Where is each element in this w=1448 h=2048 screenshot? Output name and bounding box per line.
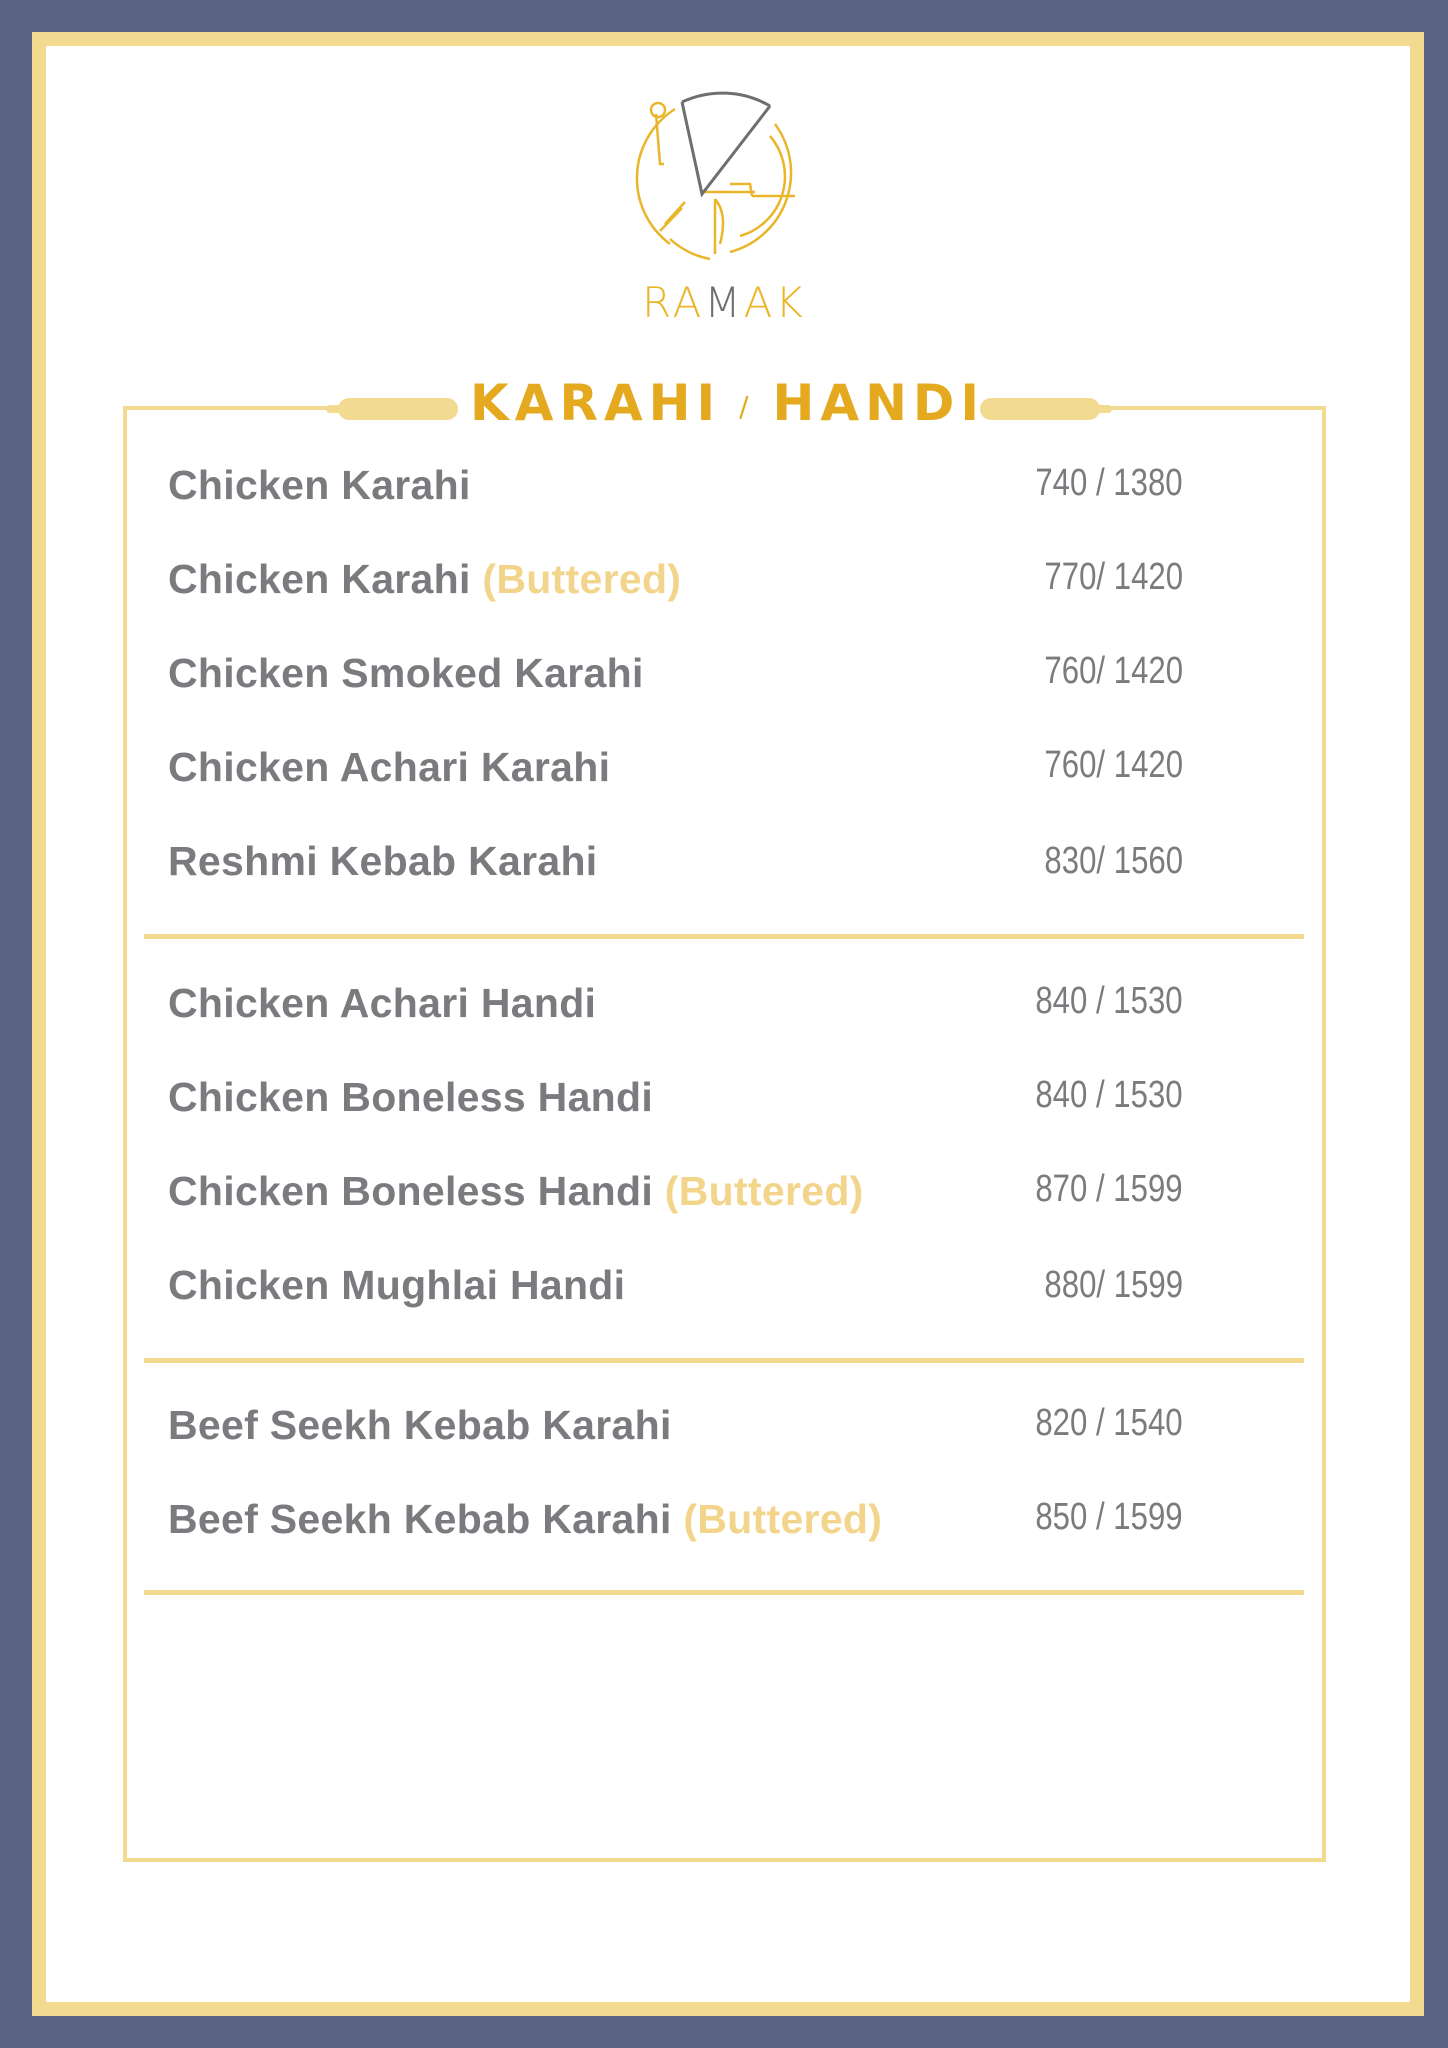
- brand-name: [0, 278, 1448, 327]
- brand-prefix: RA: [642, 278, 705, 327]
- section-title-left: KARAHI: [470, 374, 722, 432]
- group-divider: [144, 934, 1304, 939]
- menu-item-name: [168, 744, 610, 791]
- section-title: [470, 374, 986, 432]
- item-note: (Buttered): [683, 1496, 883, 1542]
- menu-item-price: 760/ 1420: [1044, 650, 1183, 692]
- menu-item-name: [168, 1262, 625, 1309]
- item-note: (Buttered): [664, 1168, 864, 1214]
- menu-item-name: [168, 1496, 882, 1543]
- group-divider: [144, 1358, 1304, 1363]
- menu-item-price: 880/ 1599: [1044, 1264, 1183, 1306]
- brand-middle: M: [704, 278, 744, 327]
- item-name-text: Chicken Mughlai Handi: [168, 1262, 626, 1308]
- brand-suffix: AK: [743, 278, 806, 327]
- menu-item-name: [168, 650, 644, 697]
- item-name-text: Chicken Karahi: [168, 556, 483, 602]
- menu-item-price: 840 / 1530: [1035, 1074, 1183, 1116]
- item-name-text: Chicken Boneless Handi: [168, 1074, 654, 1120]
- menu-item-price: 830/ 1560: [1044, 840, 1183, 882]
- item-name-text: Beef Seekh Kebab Karahi: [168, 1402, 672, 1448]
- group-divider: [144, 1590, 1304, 1595]
- menu-item-name: [168, 556, 681, 603]
- menu-item-price: 850 / 1599: [1035, 1496, 1183, 1538]
- item-name-text: Chicken Achari Handi: [168, 980, 597, 1026]
- ramak-logo-icon: [620, 84, 820, 274]
- section-title-separator: /: [739, 390, 755, 423]
- menu-item-name: [168, 980, 596, 1027]
- menu-item-price: 870 / 1599: [1035, 1168, 1183, 1210]
- menu-item-price: 840 / 1530: [1035, 980, 1183, 1022]
- item-name-text: Chicken Smoked Karahi: [168, 650, 644, 696]
- menu-item-price: 770/ 1420: [1044, 556, 1183, 598]
- menu-box-frame: [123, 406, 1326, 1862]
- item-name-text: Chicken Achari Karahi: [168, 744, 611, 790]
- item-name-text: Chicken Boneless Handi: [168, 1168, 665, 1214]
- section-title-right: HANDI: [772, 374, 986, 432]
- menu-item-price: 740 / 1380: [1035, 462, 1183, 504]
- menu-item-price: 760/ 1420: [1044, 744, 1183, 786]
- menu-item-name: [168, 462, 471, 509]
- menu-item-name: [168, 1074, 653, 1121]
- menu-item-name: [168, 1168, 864, 1215]
- menu-item-name: [168, 838, 598, 885]
- header-bar-right: [980, 398, 1100, 420]
- item-note: (Buttered): [482, 556, 682, 602]
- item-name-text: Beef Seekh Kebab Karahi: [168, 1496, 684, 1542]
- header-bar-left: [338, 398, 458, 420]
- item-name-text: Chicken Karahi: [168, 462, 471, 508]
- section-header: [0, 372, 1448, 442]
- menu-item-name: [168, 1402, 672, 1449]
- item-name-text: Reshmi Kebab Karahi: [168, 838, 598, 884]
- menu-item-price: 820 / 1540: [1035, 1402, 1183, 1444]
